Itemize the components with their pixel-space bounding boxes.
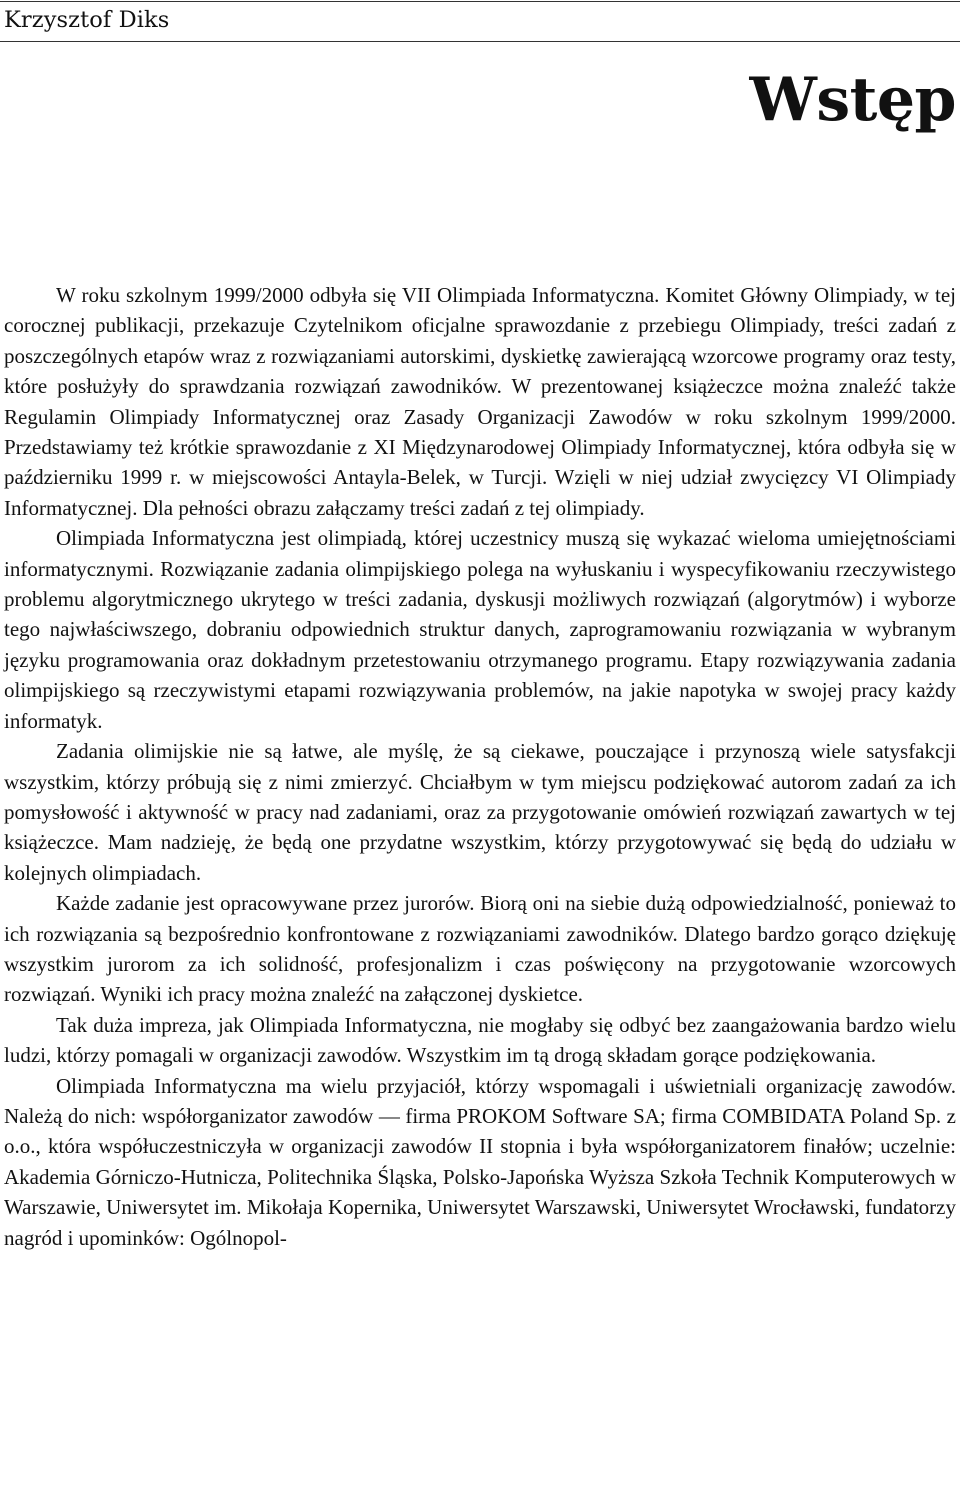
paragraph: Olimpiada Informatyczna ma wielu przyjaciół, którzy wspomagali i uświetniali organizację zawodów. Należą do nich: współorganizator zawodów — firma PROKOM Software SA; firma COMBIDATA Poland Sp. z o.o., która współuczestniczyła w organizacji zawodów II stopnia i była współorganizatorem finałów; uczelnie: Akademia Górniczo-Hutnicza, Politechnika Śląska, Polsko-Japońska Wyższa Szkoła Technik Komputerowych w Warszawie, Uniwersytet im. Mikołaja Kopernika, Uniwersytet Warszawski, Uniwersytet Wrocławski, fundatorzy nagród i upominków: Ogólnopol- (4, 1073, 956, 1250)
running-head-author: Krzysztof Diks (4, 7, 170, 33)
paragraph: W roku szkolnym 1999/2000 odbyła się VII Olimpiada Informatyczna. Komitet Główny Olimpiady, w tej corocznej publikacji, przekazuje Czytelnikom oficjalne sprawozdanie z przebiegu Olimpiady, treści zadań z poszczególnych etapów wraz z rozwiązaniami autorskimi, dyskietkę zawierającą wzorcowe programy oraz testy, które posłużyły do sprawdzania rozwiązań zawodników. W prezentowanej książeczce można znaleźć także Regulamin Olimpiady Informatycznej oraz Zasady Organizacji Zawodów w roku szkolnym 1999/2000. Przedstawiamy też krótkie sprawozdanie z XI Międzynarodowej Olimpiady Informatycznej, która odbyła się w październiku 1999 r. w miejscowości Antayla-Belek, w Turcji. Wzięli w niej udział zwycięzcy VI Olimpiady Informatycznej. Dla pełności obrazu załączamy treści zadań z tej olimpiady. (4, 283, 956, 520)
paragraph: Zadania olimijskie nie są łatwe, ale myślę, że są ciekawe, pouczające i przynoszą wiele satysfakcji wszystkim, którzy próbują się z nimi zmierzyć. Chciałbym w tym miejscu podziękować autorom zadań za ich pomysłowość i aktywność w pracy nad zadaniami, oraz za przygotowanie omówień rozwiązań zawartych w tej książeczce. Mam nadzieję, że będą one przydatne wszystkim, którzy przygotowywać się będą do udziału w kolejnych olimpiadach. (4, 739, 956, 885)
header-rule (0, 41, 960, 42)
paragraph: Tak duża impreza, jak Olimpiada Informatyczna, nie mogłaby się odbyć bez zaangażowania bardzo wielu ludzi, którzy pomagali w organizacji zawodów. Wszystkim im tą drogą składam gorące podziękowania. (4, 1012, 956, 1068)
chapter-title: Wstęp (749, 65, 956, 135)
top-rule (0, 1, 960, 2)
paragraph: Olimpiada Informatyczna jest olimpiadą, której uczestnicy muszą się wykazać wieloma umiejętnościami informatycznymi. Rozwiązanie zadania olimpijskiego polega na wyłuskaniu i wyspecyfikowaniu rzeczywistego problemu algorytmicznego ukrytego w treści zadania, dyskusji możliwych rozwiązań (algorytmów) i wyborze tego najwłaściwszego, dobraniu odpowiednich struktur danych, zaprogramowaniu rozwiązania w wybranym języku programowania oraz dokładnym przetestowaniu otrzymanego programu. Etapy rozwiązywania zadania olimpijskiego są rzeczywistymi etapami rozwiązywania problemów, na jakie napotyka w swojej pracy każdy informatyk. (4, 526, 956, 733)
body-text (4, 280, 956, 1253)
paragraph: Każde zadanie jest opracowywane przez jurorów. Biorą oni na siebie dużą odpowiedzialność, ponieważ to ich rozwiązania są bezpośrednio konfrontowane z rozwiązaniami zawodników. Dlatego bardzo gorąco dziękuję wszystkim jurorom za ich solidność, profesjonalizm i czas poświęcony na przygotowanie wzorcowych rozwiązań. Wyniki ich pracy można znaleźć na załączonej dyskietce. (4, 891, 956, 1007)
